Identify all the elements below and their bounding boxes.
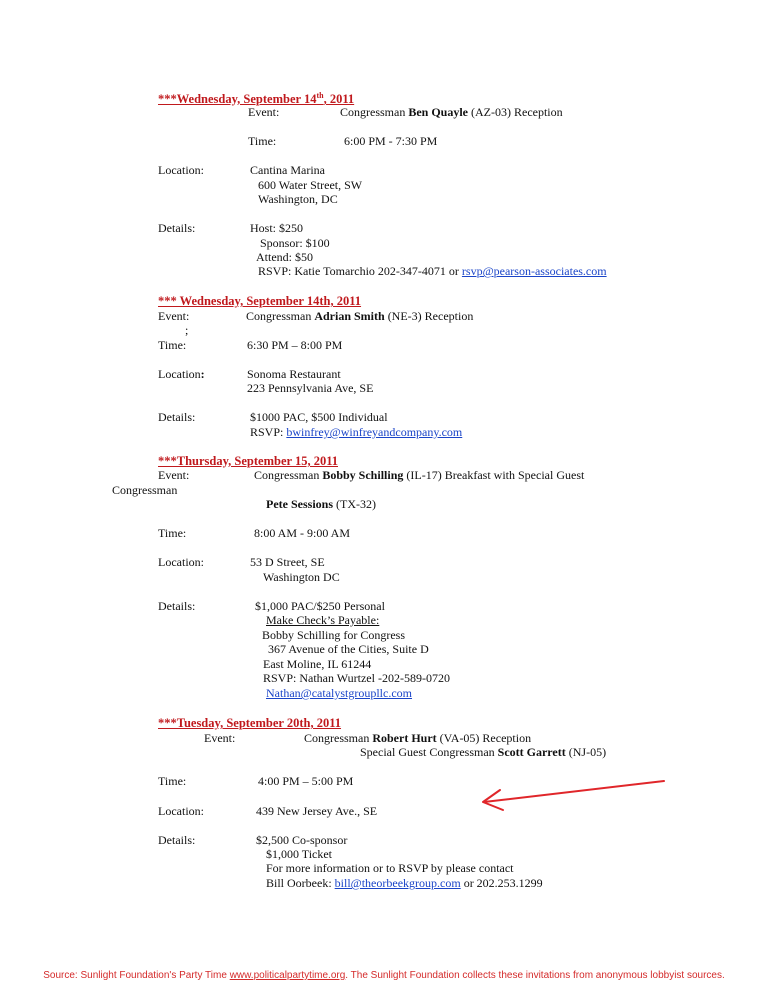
event-2-details-label: Details: <box>158 410 196 424</box>
event-1-details-line: Host: $250 <box>250 221 304 235</box>
event-2-location-line: Sonoma Restaurant <box>247 367 341 381</box>
event-2-location-line: 223 Pennsylvania Ave, SE <box>247 381 374 395</box>
event-1-time: 6:00 PM - 7:30 PM <box>344 134 438 148</box>
event-1-rsvp <box>258 264 607 278</box>
congressman-name: Bobby Schilling <box>322 468 404 482</box>
guest-name: Pete Sessions <box>266 497 333 511</box>
header-superscript: th <box>316 91 324 100</box>
source-footer <box>0 970 768 981</box>
rsvp-email-link[interactable]: Nathan@catalystgroupllc.com <box>266 686 413 700</box>
event-3-checks-label: Make Check’s Payable: <box>266 613 380 627</box>
event-1-event-label: Event: <box>248 105 280 119</box>
event-4-header: ***Tuesday, September 20th, 2011 <box>158 716 342 730</box>
event-2-semicolon: ; <box>185 323 189 337</box>
event-1-time-label: Time: <box>248 134 277 148</box>
event-1-header <box>158 89 354 106</box>
event-3-checks-line: Bobby Schilling for Congress <box>262 628 405 642</box>
guest-suffix: (NJ-05) <box>565 745 607 759</box>
event-2-rsvp <box>250 425 462 439</box>
event-1-details-line: Sponsor: $100 <box>260 236 330 250</box>
event-3-checks-line: 367 Avenue of the Cities, Suite D <box>268 642 429 656</box>
event-prefix: Congressman <box>254 468 323 482</box>
footer-link[interactable]: www.politicalpartytime.org <box>229 970 346 981</box>
rsvp-email-link[interactable]: bwinfrey@winfreyandcompany.com <box>286 425 463 439</box>
event-3-rsvp: RSVP: Nathan Wurtzel -202-589-0720 <box>263 671 450 685</box>
location-colon: : <box>200 367 205 381</box>
event-1-details-line: Attend: $50 <box>256 250 313 264</box>
event-4-event-label: Event: <box>204 731 236 745</box>
rsvp-text: RSVP: Katie Tomarchio 202-347-4071 or <box>258 264 462 278</box>
guest-prefix: Special Guest Congressman <box>360 745 498 759</box>
footer-text: Source: Sunlight Foundation's Party Time <box>43 970 230 981</box>
event-4-time-label: Time: <box>158 774 187 788</box>
guest-suffix: (TX-32) <box>333 497 376 511</box>
rsvp-text: RSVP: <box>250 425 287 439</box>
event-prefix: Congressman <box>340 105 409 119</box>
event-4-details-label: Details: <box>158 833 196 847</box>
red-arrow-icon <box>470 770 670 820</box>
event-3-guest <box>266 497 376 511</box>
event-3-header: ***Thursday, September 15, 2011 <box>158 454 338 468</box>
congressman-name: Ben Quayle <box>408 105 468 119</box>
event-4-event <box>304 731 531 745</box>
event-3-checks-line: East Moline, IL 61244 <box>263 657 372 671</box>
guest-name: Scott Garrett <box>497 745 566 759</box>
event-4-contact <box>266 876 543 890</box>
event-1-location-line: 600 Water Street, SW <box>258 178 363 192</box>
event-3-time-label: Time: <box>158 526 187 540</box>
event-prefix: Congressman <box>304 731 373 745</box>
event-2-header: *** Wednesday, September 14th, 2011 <box>158 294 362 308</box>
event-3-location-label: Location: <box>158 555 204 569</box>
event-1-location-label: Location: <box>158 163 204 177</box>
event-4-location-label: Location: <box>158 804 204 818</box>
event-2-time-label: Time: <box>158 338 187 352</box>
event-2-location-label <box>158 367 205 381</box>
event-1-location-line: Cantina Marina <box>250 163 325 177</box>
event-2-event-label: Event: <box>158 309 190 323</box>
contact-phone: or 202.253.1299 <box>460 876 543 890</box>
event-suffix: (VA-05) Reception <box>436 731 532 745</box>
event-suffix: (AZ-03) Reception <box>468 105 563 119</box>
event-4-details-line: For more information or to RSVP by please contact <box>266 861 514 875</box>
header-text: ***Wednesday, September 14 <box>158 92 317 107</box>
event-2-time: 6:30 PM – 8:00 PM <box>247 338 343 352</box>
event-4-details-line: $2,500 Co-sponsor <box>256 833 348 847</box>
event-3-location-line: 53 D Street, SE <box>250 555 325 569</box>
event-3-location-line: Washington DC <box>263 570 340 584</box>
contact-name: Bill Oorbeek: <box>266 876 335 890</box>
event-4-time: 4:00 PM – 5:00 PM <box>258 774 354 788</box>
congressman-name: Robert Hurt <box>372 731 437 745</box>
event-3-details: $1,000 PAC/$250 Personal <box>255 599 385 613</box>
congressman-name: Adrian Smith <box>314 309 385 323</box>
rsvp-email-link[interactable]: rsvp@pearson-associates.com <box>461 264 607 278</box>
event-4-details-line: $1,000 Ticket <box>266 847 333 861</box>
event-prefix: Congressman <box>246 309 315 323</box>
contact-email-link[interactable]: bill@theorbeekgroup.com <box>334 876 461 890</box>
location-label-text: Location <box>158 367 201 381</box>
event-3-rsvp-email <box>266 686 412 700</box>
event-1-details-label: Details: <box>158 221 196 235</box>
event-2-event <box>246 309 473 323</box>
event-suffix: (NE-3) Reception <box>384 309 474 323</box>
event-4-location: 439 New Jersey Ave., SE <box>256 804 378 818</box>
event-1-event <box>340 105 563 119</box>
event-3-details-label: Details: <box>158 599 196 613</box>
event-4-guest <box>360 745 606 759</box>
event-3-congressman-label: Congressman <box>112 483 178 497</box>
event-2-details: $1000 PAC, $500 Individual <box>250 410 388 424</box>
event-3-event-label: Event: <box>158 468 190 482</box>
event-1-location-line: Washington, DC <box>258 192 338 206</box>
event-suffix: (IL-17) Breakfast with Special Guest <box>403 468 585 482</box>
header-year: , 2011 <box>323 92 355 107</box>
footer-text-tail: . The Sunlight Foundation collects these invitations from anonymous lobbyist sources. <box>345 970 725 981</box>
event-3-event <box>254 468 584 482</box>
event-3-time: 8:00 AM - 9:00 AM <box>254 526 351 540</box>
